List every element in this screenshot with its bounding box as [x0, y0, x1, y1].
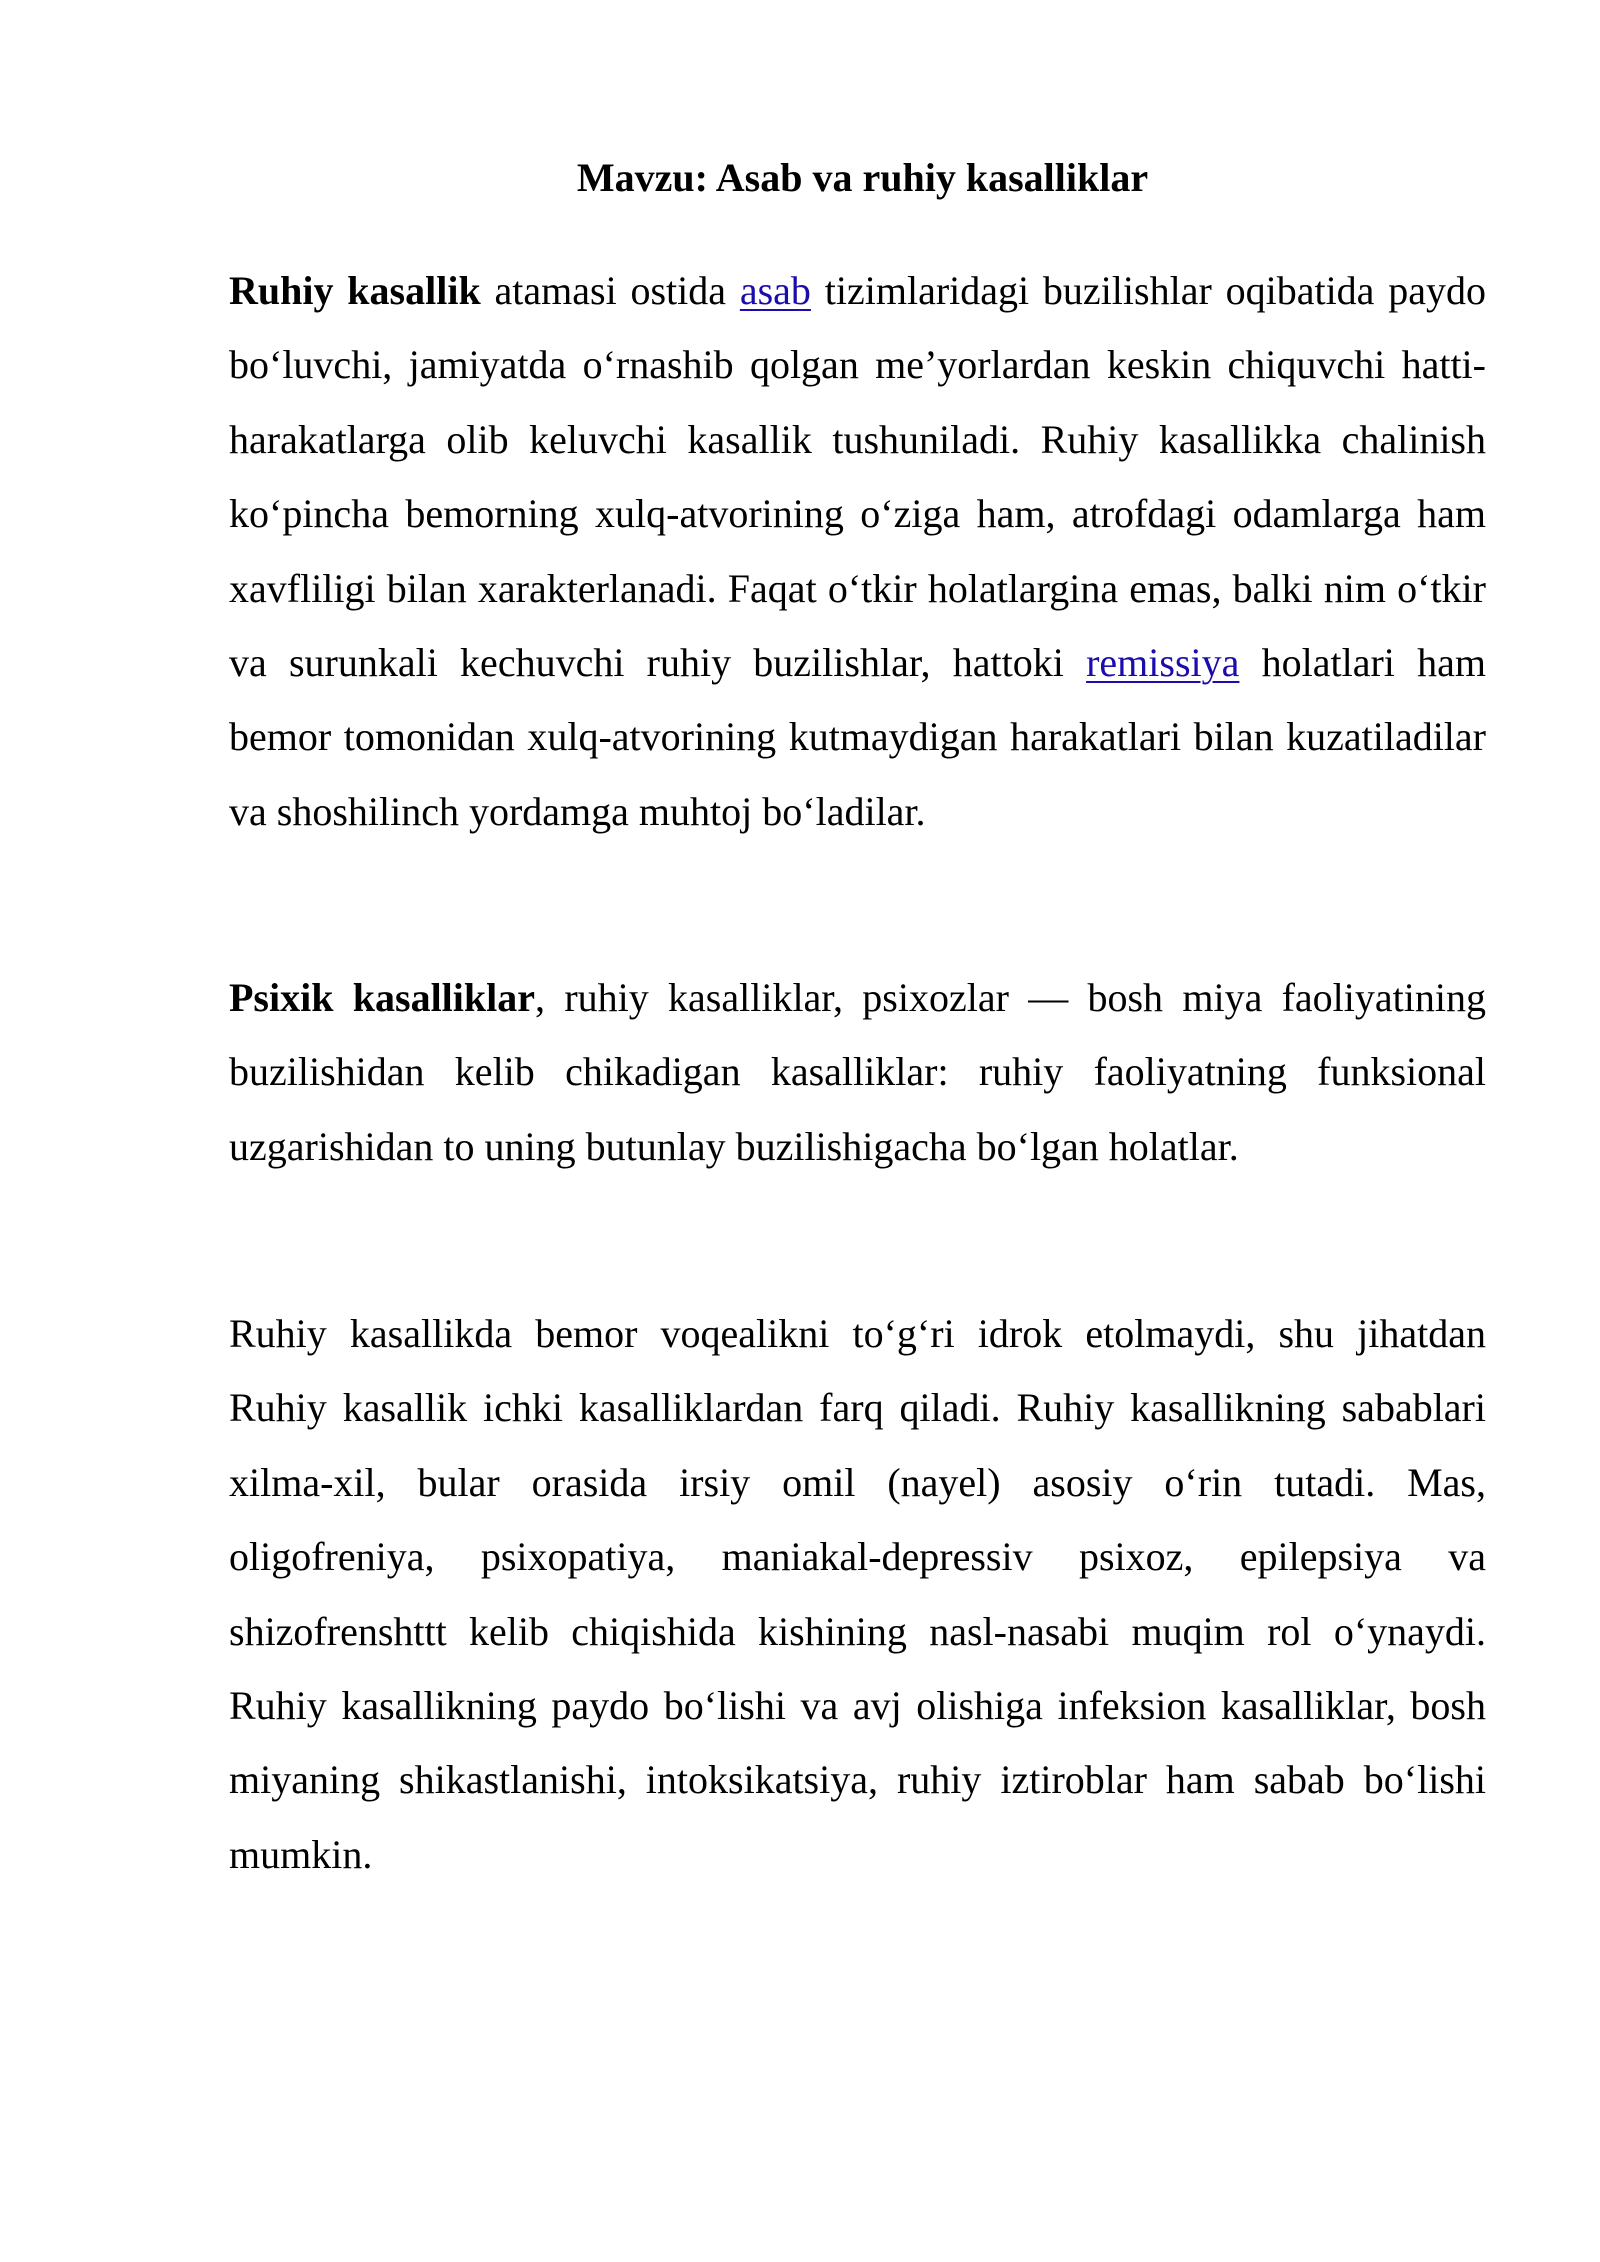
- paragraph-text: , ruhiy kasalliklar, psixozlar — bosh miya faoliyatining buzilishidan kelib chikadigan kasalliklar: ruhiy faoliyatning funksional uzgarishidan to uning butunlay buzilishigacha bo‘lgan holatlar.: [229, 975, 1486, 1169]
- paragraph-text: Ruhiy kasallikda bemor voqealikni to‘g‘ri idrok etolmaydi, shu jihatdan Ruhiy kasallik ichki kasalliklardan farq qiladi. Ruhiy kasallikning sabablari xilma-xil, bular orasida irsiy omil (nayel) asosiy o‘rin tutadi. Mas, oligofreniya, psixopatiya, maniakal-depressiv psixoz, epilepsiya va shizofrenshttt kelib chiqishida kishining nasl-nasabi muqim rol o‘ynaydi. Ruhiy kasallikning paydo bo‘lishi va avj olishiga infeksion kasalliklar, bosh miyaning shikastlanishi, intoksikatsiya, ruhiy iztiroblar ham sabab bo‘lishi mumkin.: [229, 1311, 1486, 1877]
- paragraph-text: atamasi ostida: [480, 268, 740, 313]
- paragraph-ruhiy-kasallik: [229, 254, 1486, 849]
- paragraph-text: holatlari ham bemor tomonidan xulq-atvorining kutmaydigan harakatlari bilan kuzatiladilar va shoshilinch yordamga muhtoj bo‘ladilar.: [229, 640, 1486, 834]
- paragraph-text: tizimlaridagi buzilishlar oqibatida paydo bo‘luvchi, jamiyatda o‘rnashib qolgan me’yorlardan keskin chiquvchi hatti-harakatlarga olib keluvchi kasallik tushuniladi. Ruhiy kasallikka chalinish ko‘pincha bemorning xulq-atvorining o‘ziga ham, atrofdagi odamlarga ham xavfliligi bilan xarakterlanadi. Faqat o‘tkir holatlargina emas, balki nim o‘tkir va surunkali kechuvchi ruhiy buzilishlar, hattoki: [229, 268, 1487, 686]
- paragraph-psixik-kasalliklar: [229, 961, 1486, 1184]
- term-psixik-kasalliklar: Psixik kasalliklar: [229, 975, 536, 1020]
- paragraph-ruhiy-kasallikda: [229, 1297, 1486, 1892]
- link-asab[interactable]: asab: [739, 268, 811, 313]
- term-ruhiy-kasallik: Ruhiy kasallik: [229, 268, 481, 313]
- link-remissiya[interactable]: remissiya: [1086, 640, 1240, 686]
- document-title: Mavzu: Asab va ruhiy kasalliklar: [576, 155, 1149, 200]
